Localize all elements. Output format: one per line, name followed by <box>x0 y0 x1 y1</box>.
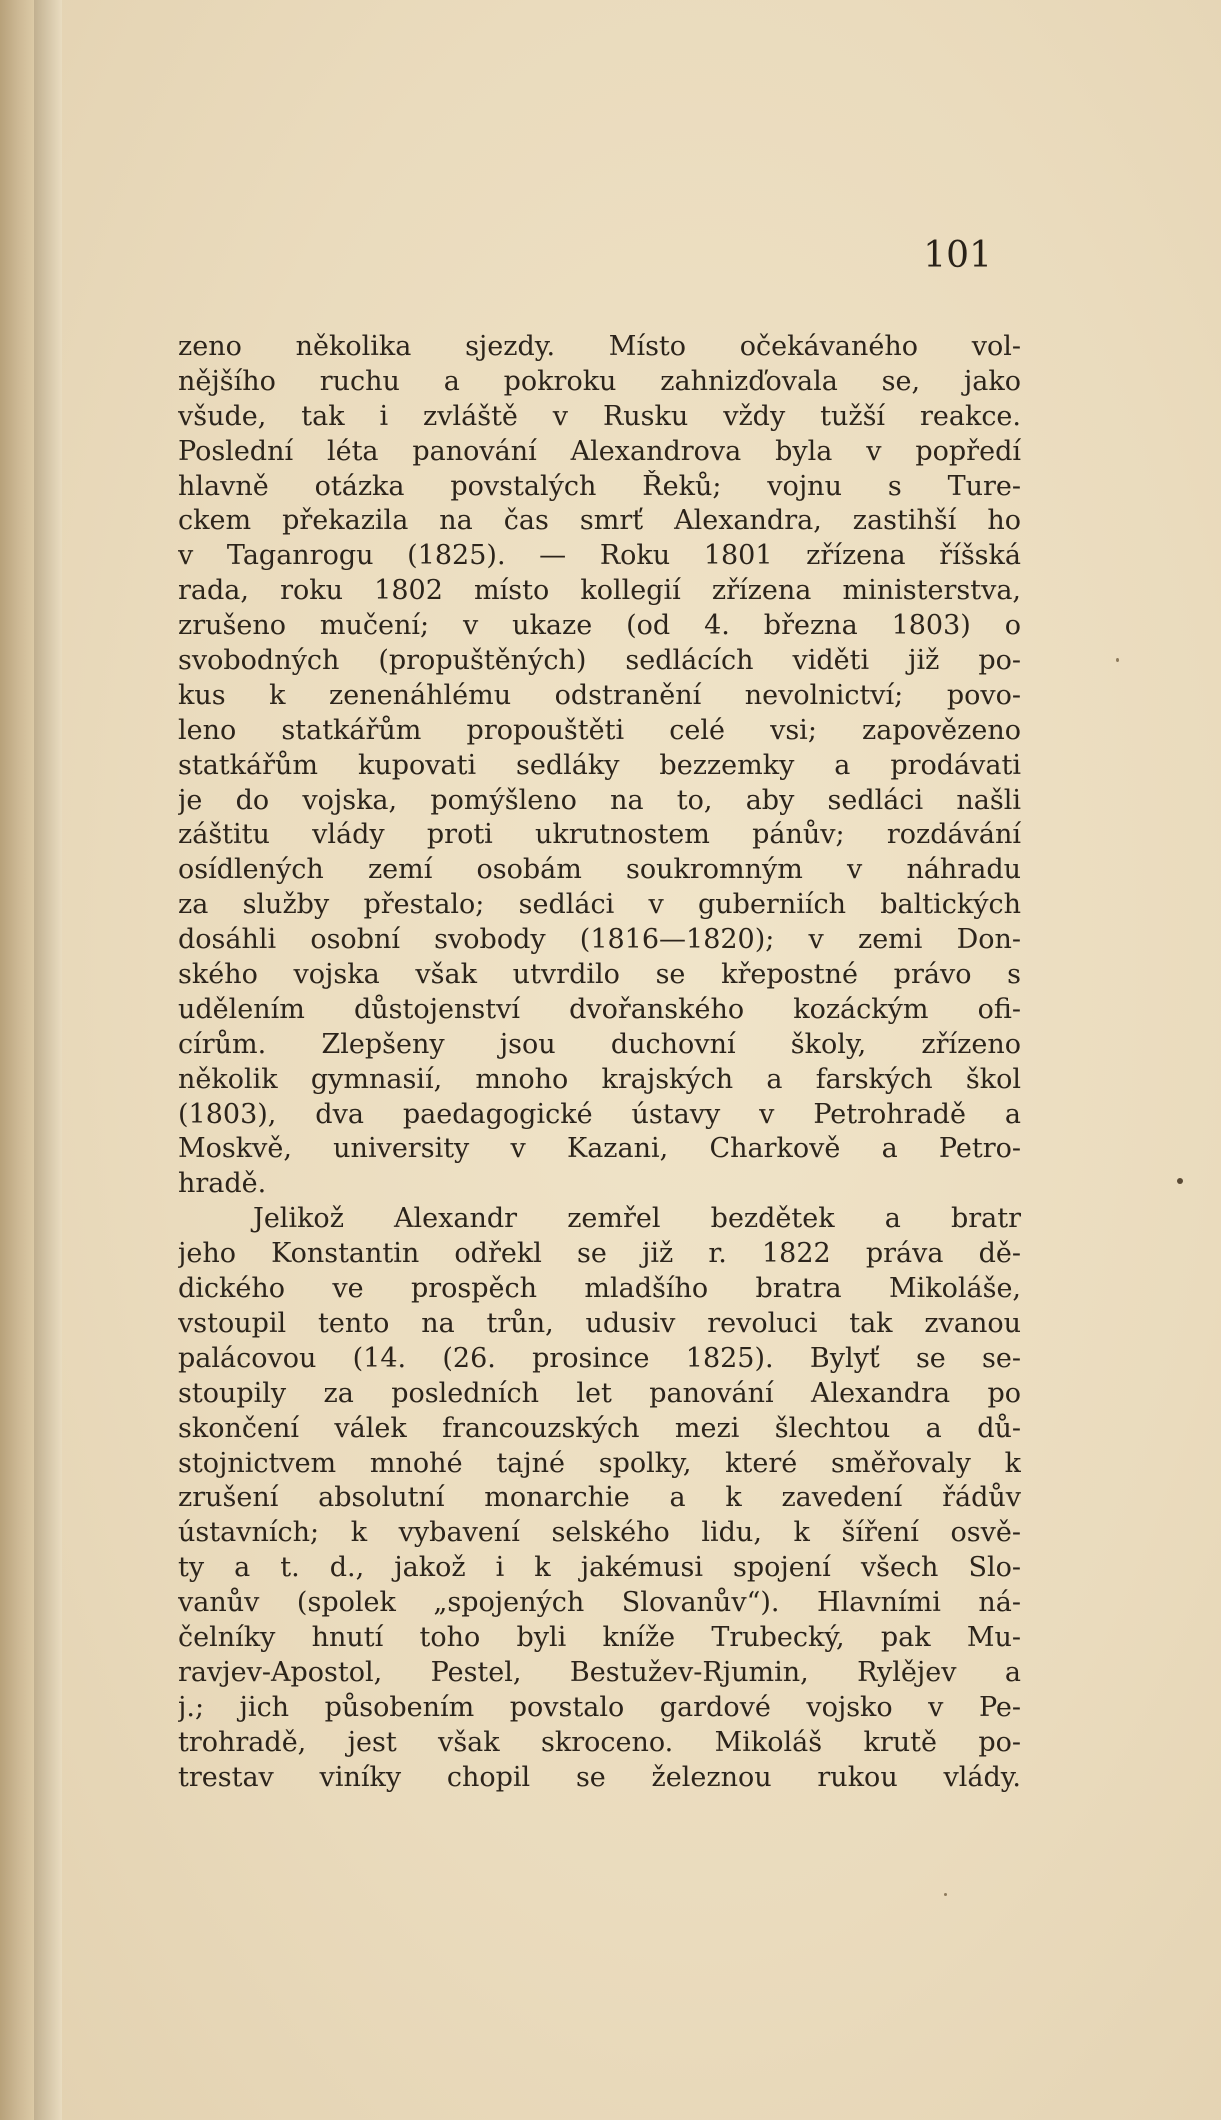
text-line-36: ty a t. d., jakož i k jakémusi spojení všech Slo- <box>178 1552 1021 1584</box>
text-line-16: osídlených zemí osobám soukromným v náhradu <box>178 854 1021 886</box>
text-line-37: vanův (spolek „spojených Slovanův“). Hlavními ná- <box>178 1587 1021 1619</box>
text-line-40: j.; jich působením povstalo gardové vojsko v Pe- <box>178 1691 1021 1723</box>
text-line-4: Poslední léta panování Alexandrova byla v popředí <box>178 435 1021 467</box>
text-line-32: skončení válek francouzských mezi šlechtou a dů- <box>178 1412 1021 1444</box>
text-line-2: nějšího ruchu a pokroku zahnizďovala se, jako <box>178 365 1021 397</box>
book-spine <box>0 0 34 2120</box>
text-line-10: svobodných (propuštěných) sedlácích viděti již po- <box>178 645 1021 677</box>
text-line-3: všude, tak i zvláště v Rusku vždy tužší reakce. <box>178 400 1021 432</box>
text-line-19: ského vojska však utvrdilo se křepostné právo s <box>178 959 1021 991</box>
text-line-12: leno statkářům propouštěti celé vsi; zapovězeno <box>178 714 1021 746</box>
text-line-30: palácovou (14. (26. prosince 1825). Bylyť se se- <box>178 1342 1021 1374</box>
text-line-41: trohradě, jest však skroceno. Mikoláš krutě po- <box>178 1726 1021 1758</box>
text-line-34: zrušení absolutní monarchie a k zavedení řádův <box>178 1482 1021 1514</box>
gutter-shadow <box>34 0 62 2120</box>
text-line-26: Jelikož Alexandr zemřel bezdětek a bratr <box>253 1203 1021 1235</box>
text-line-15: záštitu vlády proti ukrutnostem pánův; rozdávání <box>178 819 1021 851</box>
ink-spot <box>1177 1178 1183 1184</box>
text-line-38: čelníky hnutí toho byli kníže Trubecký, pak Mu- <box>178 1621 1021 1653</box>
text-line-31: stoupily za posledních let panování Alexandra po <box>178 1377 1021 1409</box>
ink-spot <box>1116 658 1119 662</box>
text-line-6: ckem překazila na čas smrť Alexandra, zastihší ho <box>178 505 1021 537</box>
text-line-22: několik gymnasií, mnoho krajských a farských škol <box>178 1063 1021 1095</box>
page-number: 101 <box>923 235 992 276</box>
text-line-21: círům. Zlepšeny jsou duchovní školy, zřízeno <box>178 1028 1021 1060</box>
text-line-1: zeno několika sjezdy. Místo očekávaného vol- <box>178 331 1021 362</box>
text-line-24: Moskvě, university v Kazani, Charkově a Petro- <box>178 1133 1021 1165</box>
text-line-25: hradě. <box>178 1168 267 1200</box>
text-line-14: je do vojska, pomýšleno na to, aby sedláci našli <box>178 784 1021 816</box>
text-line-11: kus k zenenáhlému odstranění nevolnictví; povo- <box>178 679 1021 711</box>
text-line-35: ústavních; k vybavení selského lidu, k šíření osvě- <box>178 1517 1021 1549</box>
text-line-20: udělením důstojenství dvořanského kozáckým ofi- <box>178 993 1021 1025</box>
text-line-23: (1803), dva paedagogické ústavy v Petrohradě a <box>178 1098 1021 1130</box>
text-line-18: dosáhli osobní svobody (1816—1820); v zemi Don- <box>178 924 1021 956</box>
text-line-42: trestav viníky chopil se železnou rukou vlády. <box>178 1761 1021 1793</box>
text-line-33: stojnictvem mnohé tajné spolky, které směřovaly k <box>178 1447 1021 1479</box>
text-line-13: statkářům kupovati sedláky bezzemky a prodávati <box>178 749 1021 781</box>
body-text <box>178 330 1021 1795</box>
ink-spot <box>944 1893 947 1896</box>
text-line-27: jeho Konstantin odřekl se již r. 1822 práva dě- <box>178 1238 1021 1270</box>
text-line-17: za služby přestalo; sedláci v guberniích baltických <box>178 889 1021 921</box>
text-line-29: vstoupil tento na trůn, udusiv revoluci tak zvanou <box>178 1307 1021 1339</box>
text-line-39: ravjev-Apostol, Pestel, Bestužev-Rjumin, Rylějev a <box>178 1656 1021 1688</box>
text-line-7: v Taganrogu (1825). — Roku 1801 zřízena říšská <box>178 540 1021 572</box>
text-line-5: hlavně otázka povstalých Řeků; vojnu s Ture- <box>178 470 1021 502</box>
text-line-9: zrušeno mučení; v ukaze (od 4. března 1803) o <box>178 610 1021 642</box>
text-line-28: dického ve prospěch mladšího bratra Mikoláše, <box>178 1273 1021 1305</box>
text-line-8: rada, roku 1802 místo kollegií zřízena ministerstva, <box>178 575 1021 607</box>
